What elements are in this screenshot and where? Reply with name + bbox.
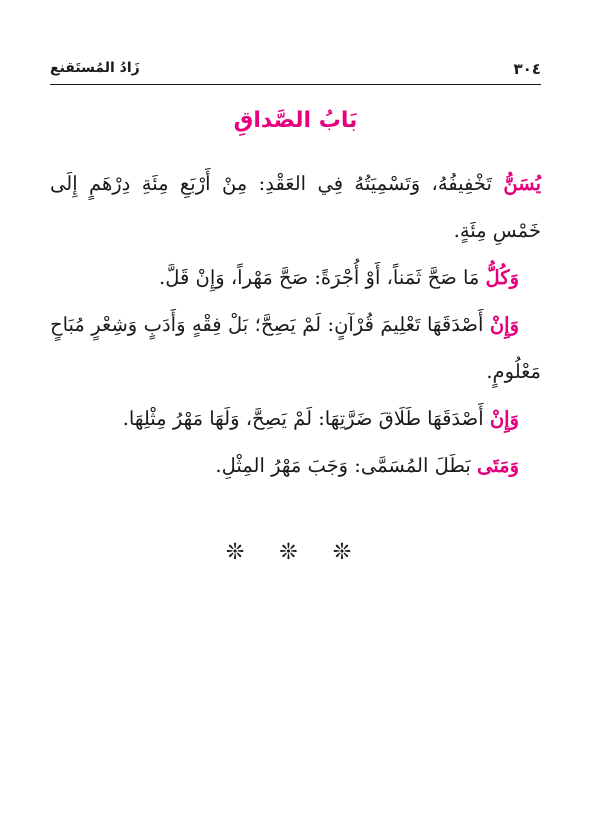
chapter-body bbox=[50, 160, 541, 489]
paragraph bbox=[50, 254, 541, 301]
paragraph bbox=[50, 160, 541, 254]
chapter-title: بَابُ الصَّداقِ bbox=[233, 108, 358, 133]
paragraph-keyword: وَكُلُّ bbox=[485, 266, 519, 289]
paragraph bbox=[50, 442, 541, 489]
paragraph-keyword: يُسَنُّ bbox=[503, 172, 541, 195]
paragraph bbox=[50, 301, 541, 395]
paragraph-keyword: وَإِنْ bbox=[489, 407, 519, 430]
paragraph-text: تَخْفِيفُهُ، وَتَسْمِيَتُهُ فِي العَقْدِ: مِنْ أَرْبَعِ مِئَةِ دِرْهَمٍ إِلَى خَمْسِ مِئَةٍ. bbox=[50, 172, 541, 242]
page-number: ٣٠٤ bbox=[513, 60, 541, 78]
paragraph-text: مَا صَحَّ ثَمَناً، أَوْ أُجْرَةً: صَحَّ مَهْراً، وَإِنْ قَلَّ. bbox=[159, 266, 486, 289]
paragraph-keyword: وَإِنْ bbox=[489, 313, 519, 336]
paragraph bbox=[50, 395, 541, 442]
page-header bbox=[50, 58, 541, 84]
paragraph-text: أَصْدَقَهَا تَعْلِيمَ قُرْآنٍ: لَمْ يَصِحَّ؛ بَلْ فِقْهٍ وَأَدَبٍ وَشِعْرٍ مُبَاحٍ مَعْلُومٍ. bbox=[50, 313, 541, 383]
header-divider bbox=[50, 84, 541, 85]
paragraph-text: بَطَلَ المُسَمَّى: وَجَبَ مَهْرُ المِثْلِ. bbox=[215, 454, 477, 477]
paragraph-keyword: وَمَتَى bbox=[477, 454, 519, 477]
section-separator-ornament: ❊ ❊ ❊ bbox=[225, 540, 366, 565]
paragraph-text: أَصْدَقَهَا طَلَاقَ ضَرَّتِهَا: لَمْ يَصِحَّ، وَلَهَا مَهْرُ مِثْلِهَا. bbox=[122, 407, 490, 430]
running-title: زَادُ المُستَقنع bbox=[50, 60, 140, 76]
